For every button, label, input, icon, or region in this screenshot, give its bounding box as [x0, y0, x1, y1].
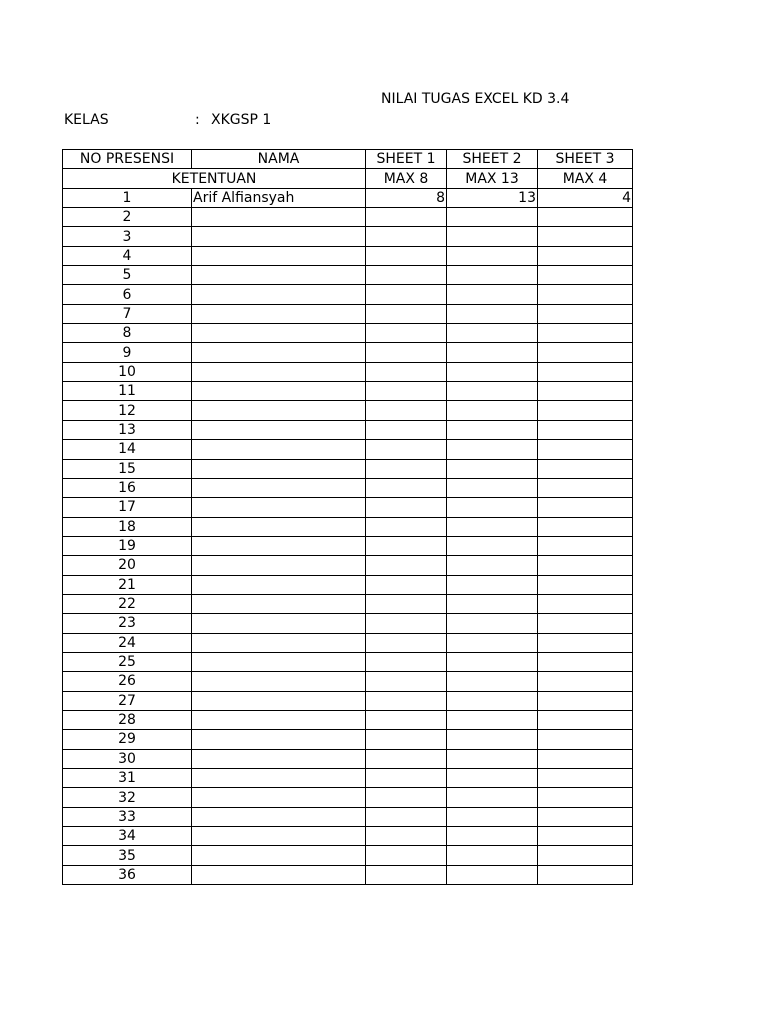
cell-sheet-3 — [538, 614, 633, 633]
cell-sheet-1 — [366, 614, 447, 633]
cell-sheet-2 — [447, 614, 538, 633]
table-row — [63, 710, 633, 729]
cell-sheet-2 — [447, 227, 538, 246]
cell-nama — [192, 652, 366, 671]
cell-nama — [192, 324, 366, 343]
cell-sheet-2 — [447, 246, 538, 265]
cell-no: 2 — [63, 208, 192, 227]
cell-sheet-3 — [538, 382, 633, 401]
cell-sheet-3 — [538, 517, 633, 536]
cell-no: 36 — [63, 865, 192, 884]
table-row — [63, 478, 633, 497]
cell-sheet-1 — [366, 633, 447, 652]
cell-sheet-3 — [538, 304, 633, 323]
cell-sheet-3 — [538, 498, 633, 517]
cell-sheet-3 — [538, 459, 633, 478]
table-row — [63, 865, 633, 884]
cell-sheet-3 — [538, 691, 633, 710]
cell-sheet-2 — [447, 846, 538, 865]
cell-nama — [192, 246, 366, 265]
cell-nama — [192, 285, 366, 304]
cell-sheet-3 — [538, 788, 633, 807]
table-row — [63, 633, 633, 652]
grade-table — [62, 149, 633, 885]
cell-sheet-3 — [538, 594, 633, 613]
table-row — [63, 227, 633, 246]
cell-sheet-1 — [366, 478, 447, 497]
criteria-label: KETENTUAN — [63, 169, 366, 188]
cell-sheet-3 — [538, 730, 633, 749]
table-row — [63, 575, 633, 594]
table-row — [63, 362, 633, 381]
cell-sheet-2 — [447, 827, 538, 846]
cell-no: 4 — [63, 246, 192, 265]
cell-sheet-2 — [447, 749, 538, 768]
cell-sheet-1 — [366, 691, 447, 710]
cell-sheet-1 — [366, 459, 447, 478]
table-row — [63, 498, 633, 517]
cell-nama — [192, 730, 366, 749]
table-row — [63, 749, 633, 768]
cell-sheet-1 — [366, 575, 447, 594]
cell-sheet-3 — [538, 362, 633, 381]
table-row — [63, 691, 633, 710]
cell-no: 31 — [63, 769, 192, 788]
cell-sheet-1 — [366, 401, 447, 420]
cell-sheet-3 — [538, 556, 633, 575]
table-row — [63, 440, 633, 459]
cell-sheet-2 — [447, 730, 538, 749]
criteria-sheet-2: MAX 13 — [447, 169, 538, 188]
cell-no: 16 — [63, 478, 192, 497]
header-sheet-3: SHEET 3 — [538, 150, 633, 169]
cell-nama — [192, 614, 366, 633]
cell-sheet-3 — [538, 575, 633, 594]
cell-sheet-2 — [447, 633, 538, 652]
kelas-separator: : — [195, 112, 200, 128]
cell-no: 26 — [63, 672, 192, 691]
cell-sheet-2 — [447, 459, 538, 478]
header-sheet-2: SHEET 2 — [447, 150, 538, 169]
cell-nama — [192, 575, 366, 594]
cell-sheet-2 — [447, 324, 538, 343]
table-row — [63, 594, 633, 613]
cell-no: 17 — [63, 498, 192, 517]
cell-sheet-1 — [366, 517, 447, 536]
cell-no: 33 — [63, 807, 192, 826]
cell-nama — [192, 536, 366, 555]
cell-sheet-2 — [447, 401, 538, 420]
cell-sheet-1 — [366, 285, 447, 304]
cell-sheet-3 — [538, 536, 633, 555]
cell-no: 28 — [63, 710, 192, 729]
cell-sheet-2 — [447, 304, 538, 323]
table-row — [63, 652, 633, 671]
cell-sheet-3 — [538, 227, 633, 246]
cell-sheet-3 — [538, 324, 633, 343]
cell-nama — [192, 846, 366, 865]
cell-nama — [192, 807, 366, 826]
table-row — [63, 846, 633, 865]
cell-sheet-2 — [447, 382, 538, 401]
cell-sheet-3 — [538, 401, 633, 420]
cell-no: 11 — [63, 382, 192, 401]
table-row — [63, 188, 633, 207]
cell-no: 20 — [63, 556, 192, 575]
cell-sheet-2 — [447, 575, 538, 594]
cell-sheet-1 — [366, 324, 447, 343]
cell-sheet-1 — [366, 246, 447, 265]
cell-sheet-1 — [366, 382, 447, 401]
document-title: NILAI TUGAS EXCEL KD 3.4 — [381, 91, 570, 107]
cell-sheet-2 — [447, 672, 538, 691]
cell-sheet-1 — [366, 788, 447, 807]
table-row — [63, 420, 633, 439]
cell-nama — [192, 343, 366, 362]
criteria-sheet-1: MAX 8 — [366, 169, 447, 188]
cell-no: 25 — [63, 652, 192, 671]
cell-sheet-1 — [366, 536, 447, 555]
cell-sheet-2 — [447, 517, 538, 536]
cell-sheet-2 — [447, 691, 538, 710]
cell-no: 30 — [63, 749, 192, 768]
table-row — [63, 459, 633, 478]
cell-nama — [192, 865, 366, 884]
cell-sheet-1 — [366, 420, 447, 439]
cell-nama — [192, 556, 366, 575]
cell-sheet-3 — [538, 420, 633, 439]
cell-sheet-1: 8 — [366, 188, 447, 207]
cell-sheet-2 — [447, 420, 538, 439]
cell-sheet-2 — [447, 343, 538, 362]
table-row — [63, 517, 633, 536]
cell-no: 22 — [63, 594, 192, 613]
cell-nama — [192, 498, 366, 517]
cell-sheet-2 — [447, 594, 538, 613]
cell-nama — [192, 420, 366, 439]
cell-sheet-3 — [538, 633, 633, 652]
table-row — [63, 788, 633, 807]
cell-sheet-2 — [447, 536, 538, 555]
table-row — [63, 827, 633, 846]
cell-nama: Arif Alfiansyah — [192, 188, 366, 207]
cell-no: 12 — [63, 401, 192, 420]
cell-no: 10 — [63, 362, 192, 381]
cell-sheet-1 — [366, 846, 447, 865]
cell-sheet-2 — [447, 478, 538, 497]
cell-sheet-1 — [366, 865, 447, 884]
table-row — [63, 343, 633, 362]
cell-sheet-1 — [366, 304, 447, 323]
cell-no: 19 — [63, 536, 192, 555]
cell-no: 3 — [63, 227, 192, 246]
cell-sheet-1 — [366, 594, 447, 613]
header-sheet-1: SHEET 1 — [366, 150, 447, 169]
cell-nama — [192, 382, 366, 401]
header-row — [63, 150, 633, 169]
table-row — [63, 246, 633, 265]
cell-sheet-2 — [447, 285, 538, 304]
cell-sheet-3 — [538, 440, 633, 459]
cell-sheet-3 — [538, 846, 633, 865]
header-no-presensi: NO PRESENSI — [63, 150, 192, 169]
cell-sheet-2 — [447, 208, 538, 227]
cell-nama — [192, 749, 366, 768]
cell-sheet-1 — [366, 827, 447, 846]
cell-sheet-2 — [447, 769, 538, 788]
cell-sheet-1 — [366, 208, 447, 227]
cell-sheet-3 — [538, 478, 633, 497]
cell-sheet-3 — [538, 827, 633, 846]
cell-sheet-2 — [447, 652, 538, 671]
cell-sheet-3 — [538, 285, 633, 304]
cell-nama — [192, 401, 366, 420]
cell-no: 15 — [63, 459, 192, 478]
cell-sheet-1 — [366, 672, 447, 691]
header-nama: NAMA — [192, 150, 366, 169]
cell-nama — [192, 440, 366, 459]
cell-sheet-3 — [538, 807, 633, 826]
cell-no: 9 — [63, 343, 192, 362]
cell-no: 24 — [63, 633, 192, 652]
criteria-sheet-3: MAX 4 — [538, 169, 633, 188]
cell-sheet-3 — [538, 710, 633, 729]
cell-sheet-2 — [447, 266, 538, 285]
cell-no: 21 — [63, 575, 192, 594]
cell-sheet-2 — [447, 710, 538, 729]
table-row — [63, 208, 633, 227]
cell-nama — [192, 517, 366, 536]
cell-sheet-2 — [447, 556, 538, 575]
cell-nama — [192, 672, 366, 691]
cell-sheet-1 — [366, 807, 447, 826]
table-row — [63, 672, 633, 691]
cell-sheet-3 — [538, 749, 633, 768]
criteria-row — [63, 169, 633, 188]
cell-sheet-2 — [447, 498, 538, 517]
cell-no: 6 — [63, 285, 192, 304]
cell-sheet-3 — [538, 246, 633, 265]
cell-sheet-1 — [366, 652, 447, 671]
cell-nama — [192, 691, 366, 710]
cell-no: 23 — [63, 614, 192, 633]
cell-no: 18 — [63, 517, 192, 536]
cell-sheet-2 — [447, 440, 538, 459]
cell-sheet-1 — [366, 556, 447, 575]
cell-sheet-2 — [447, 788, 538, 807]
table-row — [63, 285, 633, 304]
table-row — [63, 266, 633, 285]
kelas-value: XKGSP 1 — [211, 112, 272, 128]
table-row — [63, 730, 633, 749]
cell-no: 8 — [63, 324, 192, 343]
cell-sheet-1 — [366, 343, 447, 362]
cell-no: 13 — [63, 420, 192, 439]
table-row — [63, 614, 633, 633]
cell-sheet-1 — [366, 440, 447, 459]
cell-no: 34 — [63, 827, 192, 846]
table-row — [63, 401, 633, 420]
cell-sheet-1 — [366, 362, 447, 381]
cell-no: 5 — [63, 266, 192, 285]
cell-sheet-1 — [366, 710, 447, 729]
cell-nama — [192, 827, 366, 846]
kelas-label: KELAS — [64, 112, 109, 128]
cell-sheet-1 — [366, 227, 447, 246]
cell-nama — [192, 710, 366, 729]
cell-sheet-3: 4 — [538, 188, 633, 207]
cell-sheet-2 — [447, 807, 538, 826]
cell-sheet-1 — [366, 498, 447, 517]
cell-nama — [192, 304, 366, 323]
cell-sheet-1 — [366, 730, 447, 749]
table-row — [63, 769, 633, 788]
table-row — [63, 536, 633, 555]
cell-nama — [192, 208, 366, 227]
cell-no: 32 — [63, 788, 192, 807]
table-row — [63, 304, 633, 323]
cell-sheet-2 — [447, 362, 538, 381]
cell-nama — [192, 594, 366, 613]
cell-nama — [192, 478, 366, 497]
cell-sheet-2: 13 — [447, 188, 538, 207]
cell-sheet-1 — [366, 749, 447, 768]
cell-no: 35 — [63, 846, 192, 865]
cell-sheet-3 — [538, 266, 633, 285]
cell-sheet-2 — [447, 865, 538, 884]
cell-no: 27 — [63, 691, 192, 710]
cell-nama — [192, 459, 366, 478]
cell-sheet-3 — [538, 672, 633, 691]
cell-no: 14 — [63, 440, 192, 459]
cell-sheet-1 — [366, 266, 447, 285]
cell-sheet-3 — [538, 652, 633, 671]
table-row — [63, 324, 633, 343]
cell-no: 1 — [63, 188, 192, 207]
cell-nama — [192, 633, 366, 652]
cell-sheet-3 — [538, 343, 633, 362]
cell-sheet-3 — [538, 208, 633, 227]
cell-nama — [192, 362, 366, 381]
cell-nama — [192, 769, 366, 788]
table-row — [63, 382, 633, 401]
cell-nama — [192, 266, 366, 285]
cell-sheet-1 — [366, 769, 447, 788]
cell-nama — [192, 227, 366, 246]
cell-no: 29 — [63, 730, 192, 749]
cell-sheet-3 — [538, 769, 633, 788]
table-row — [63, 807, 633, 826]
cell-nama — [192, 788, 366, 807]
cell-sheet-3 — [538, 865, 633, 884]
cell-no: 7 — [63, 304, 192, 323]
table-row — [63, 556, 633, 575]
